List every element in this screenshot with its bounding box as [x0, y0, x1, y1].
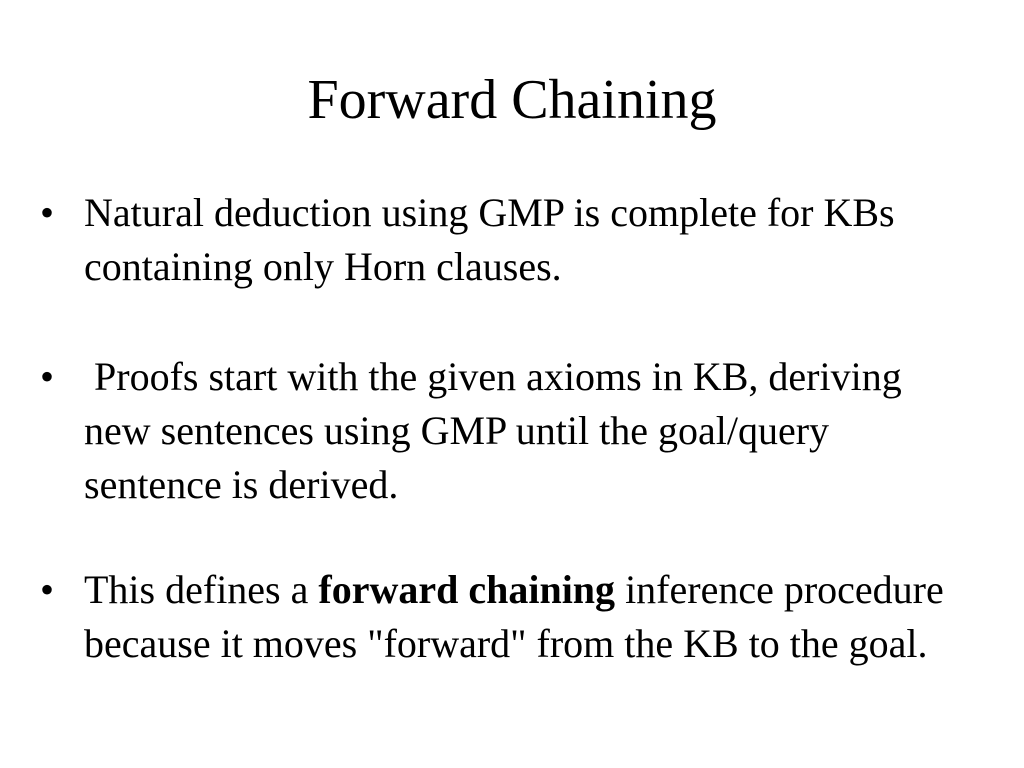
- bullet-item: [40, 563, 970, 671]
- bullet-icon: •: [40, 190, 55, 235]
- bullet-text: Proofs start with the given axioms in KB, deriving new sentences using GMP until the goal/query sentence is derived.: [84, 354, 912, 507]
- slide-title: Forward Chaining: [307, 69, 717, 131]
- bullet-item: [40, 186, 970, 294]
- bullet-text: Natural deduction using GMP is complete for KBs containing only Horn clauses.: [84, 190, 895, 289]
- bold-term: forward chaining: [318, 567, 616, 612]
- bullet-text-start: This defines a: [84, 567, 319, 612]
- bullet-text-end: inference procedure because it moves "forward" from the KB to the goal.: [84, 567, 954, 666]
- bullet-icon: •: [40, 354, 55, 399]
- bullet-icon: •: [40, 567, 55, 612]
- bullet-item: [40, 350, 970, 512]
- bullet-text: [84, 563, 970, 671]
